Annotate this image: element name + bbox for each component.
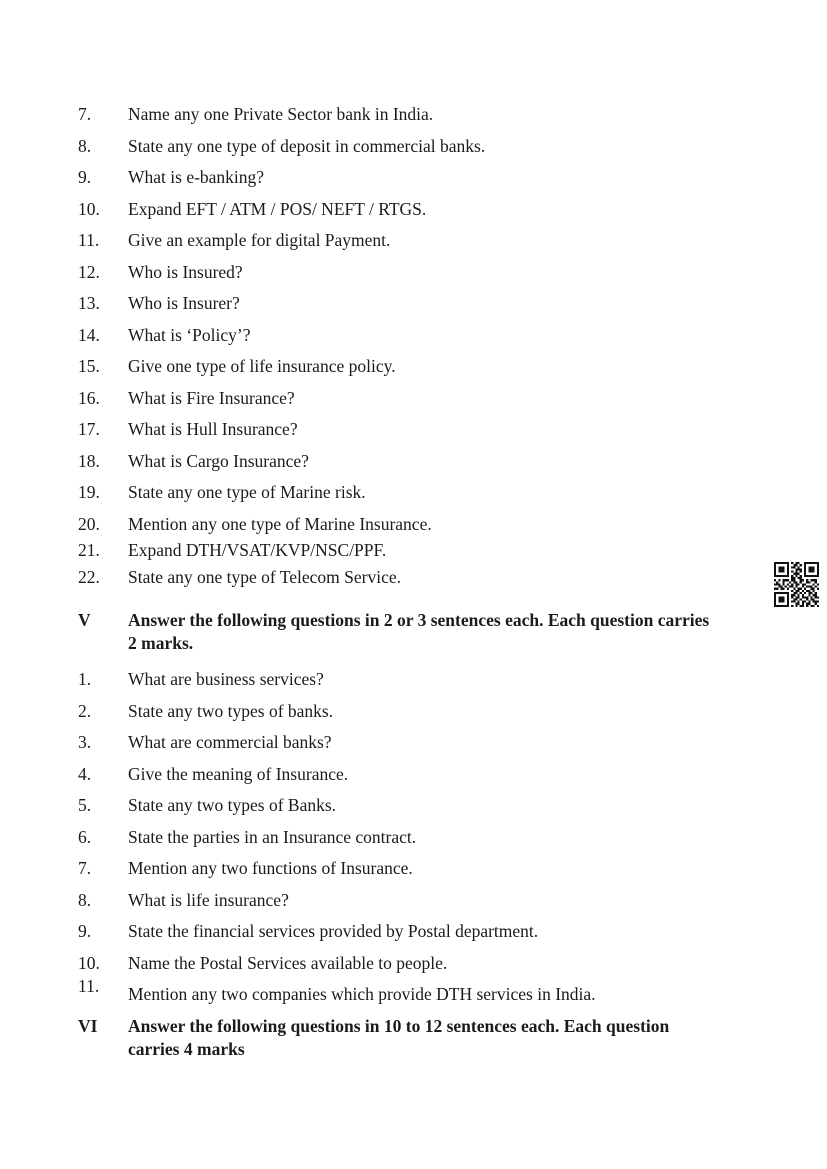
section-v-header [78, 609, 738, 655]
question-row [78, 700, 738, 723]
question-number: 10. [78, 198, 100, 219]
question-row [78, 889, 738, 912]
question-text: Mention any two functions of Insurance. [128, 858, 413, 878]
section-vi-header [78, 1015, 738, 1061]
question-row [78, 166, 738, 189]
question-row [78, 976, 738, 1006]
question-text: Mention any one type of Marine Insurance. [128, 513, 432, 534]
question-number: 22. [78, 566, 100, 587]
exam-page-content [78, 103, 738, 1061]
question-text: What is life insurance? [128, 889, 289, 910]
question-row [78, 731, 738, 754]
question-number: 6. [78, 826, 92, 847]
question-text: State any one type of deposit in commercial banks. [128, 135, 486, 156]
question-text: Give one type of life insurance policy. [128, 356, 396, 376]
question-number: 1. [78, 669, 92, 689]
question-text: Who is Insured? [128, 261, 243, 282]
question-row [78, 566, 738, 589]
question-text: Give an example for digital Payment. [128, 230, 391, 250]
section-v-label: V [78, 610, 91, 630]
question-number: 9. [78, 921, 92, 941]
question-text: What is e-banking? [128, 167, 265, 187]
question-row [78, 952, 738, 975]
question-number: 9. [78, 167, 92, 187]
question-number: 5. [78, 795, 92, 815]
question-row [78, 355, 738, 378]
question-row [78, 135, 738, 158]
question-row [78, 481, 738, 504]
question-text: Expand DTH/VSAT/KVP/NSC/PPF. [128, 540, 387, 560]
section-v-heading: Answer the following questions in 2 or 3 sentences each. Each question carries 2 marks. [128, 610, 710, 653]
question-row [78, 920, 738, 943]
question-number: 12. [78, 261, 100, 282]
question-text: What is Fire Insurance? [128, 387, 295, 408]
question-row [78, 794, 738, 817]
question-number: 20. [78, 513, 100, 534]
section-v-question-list [78, 668, 738, 1006]
qr-code-icon [774, 562, 819, 607]
question-row [78, 198, 738, 221]
question-row [78, 324, 738, 347]
question-number: 8. [78, 135, 92, 156]
question-number: 18. [78, 450, 100, 471]
question-text: Name the Postal Services available to people. [128, 952, 448, 973]
question-row [78, 292, 738, 315]
question-row [78, 103, 738, 126]
section-vi-label: VI [78, 1015, 98, 1036]
question-number: 11. [78, 976, 100, 996]
question-text: State any two types of banks. [128, 700, 334, 721]
question-number: 14. [78, 324, 100, 345]
question-text: State the parties in an Insurance contract. [128, 826, 417, 847]
question-text: Mention any two companies which provide DTH services in India. [128, 984, 596, 1004]
question-row [78, 387, 738, 410]
question-number: 7. [78, 858, 92, 878]
question-text: Name any one Private Sector bank in India. [128, 104, 434, 124]
question-number: 17. [78, 419, 100, 439]
question-number: 7. [78, 104, 92, 124]
question-text: Expand EFT / ATM / POS/ NEFT / RTGS. [128, 198, 427, 219]
question-row [78, 450, 738, 473]
question-text: State any one type of Marine risk. [128, 482, 366, 502]
question-row [78, 763, 738, 786]
question-text: What are business services? [128, 669, 324, 689]
question-row [78, 857, 738, 880]
question-row [78, 261, 738, 284]
question-text: What are commercial banks? [128, 732, 332, 752]
question-row [78, 229, 738, 252]
question-text: What is ‘Policy’? [128, 324, 251, 345]
question-text: State the financial services provided by Postal department. [128, 921, 539, 941]
question-text: Who is Insurer? [128, 293, 240, 313]
question-text: What is Hull Insurance? [128, 419, 298, 439]
question-row [78, 418, 738, 441]
question-number: 13. [78, 293, 100, 313]
question-number: 8. [78, 889, 92, 910]
question-number: 4. [78, 763, 92, 784]
question-text: State any one type of Telecom Service. [128, 566, 402, 587]
question-number: 16. [78, 387, 100, 408]
question-number: 15. [78, 356, 100, 376]
question-row [78, 668, 738, 691]
section-vi-heading: Answer the following questions in 10 to 12 sentences each. Each question carries 4 marks [128, 1015, 670, 1059]
question-number: 21. [78, 540, 100, 560]
question-text: State any two types of Banks. [128, 795, 337, 815]
question-text: Give the meaning of Insurance. [128, 763, 349, 784]
question-row [78, 826, 738, 849]
question-text: What is Cargo Insurance? [128, 450, 309, 471]
section-iv-question-list [78, 103, 738, 588]
question-number: 19. [78, 482, 100, 502]
question-row [78, 513, 738, 536]
question-number: 11. [78, 230, 100, 250]
question-row [78, 539, 738, 562]
question-number: 3. [78, 732, 92, 752]
question-number: 2. [78, 700, 92, 721]
question-number: 10. [78, 952, 100, 973]
